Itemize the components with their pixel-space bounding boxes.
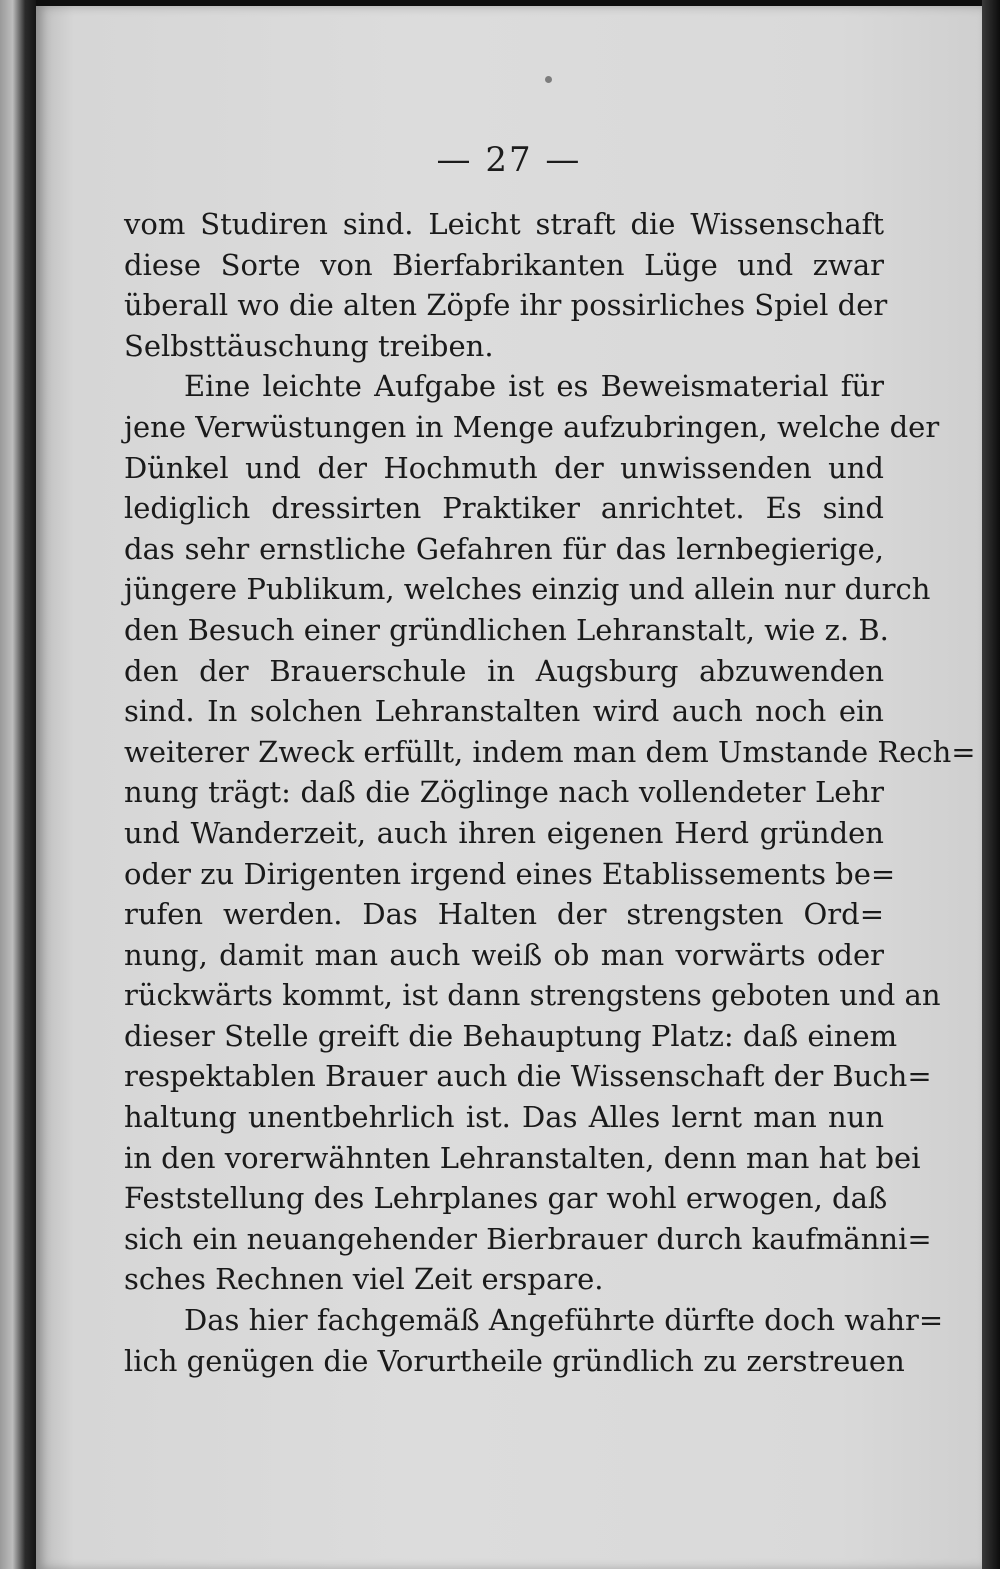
text-line: lediglich dressirten Praktiker anrichtet. Es sind bbox=[124, 491, 884, 526]
text-line: weiterer Zweck erfüllt, indem man dem Umstande Rech= bbox=[124, 734, 976, 769]
text-line: nung, damit man auch weiß ob man vorwärts oder bbox=[124, 937, 884, 972]
page-sheet bbox=[36, 6, 982, 1569]
text-line: nung trägt: daß die Zöglinge nach vollendeter Lehr bbox=[124, 775, 884, 810]
text-line: den Besuch einer gründlichen Lehranstalt, wie z. B. bbox=[124, 612, 889, 647]
text-line: Das hier fachgemäß Angeführte dürfte doch wahr= bbox=[184, 1303, 944, 1338]
text-line: jene Verwüstungen in Menge aufzubringen, welche der bbox=[124, 409, 940, 444]
text-line: dieser Stelle greift die Behauptung Platz: daß einem bbox=[124, 1018, 898, 1053]
paragraph bbox=[124, 1300, 944, 1381]
paragraph bbox=[124, 204, 888, 366]
text-line: und Wanderzeit, auch ihren eigenen Herd gründen bbox=[124, 815, 884, 850]
right-shadow-edge bbox=[982, 0, 1000, 1569]
text-line: rufen werden. Das Halten der strengsten Ord= bbox=[124, 897, 884, 932]
text-line: in den vorerwähnten Lehranstalten, denn man hat bei bbox=[124, 1140, 921, 1175]
text-line: den der Brauerschule in Augsburg abzuwenden bbox=[124, 653, 884, 688]
text-line: sich ein neuangehender Bierbrauer durch kaufmänni= bbox=[124, 1221, 932, 1256]
text-line: überall wo die alten Zöpfe ihr possirliches Spiel der bbox=[124, 288, 888, 323]
text-line: das sehr ernstliche Gefahren für das lernbegierige, bbox=[124, 531, 884, 566]
text-line: Selbsttäuschung treiben. bbox=[124, 328, 494, 363]
text-line: jüngere Publikum, welches einzig und allein nur durch bbox=[124, 572, 931, 607]
text-line: vom Studiren sind. Leicht straft die Wissenschaft bbox=[124, 207, 884, 241]
text-line: rückwärts kommt, ist dann strengstens geboten und an bbox=[124, 978, 941, 1013]
text-line: Dünkel und der Hochmuth der unwissenden und bbox=[124, 450, 884, 485]
facing-page-edge bbox=[0, 0, 36, 1569]
body-text bbox=[124, 204, 976, 1381]
text-line: Feststellung des Lehrplanes gar wohl erwogen, daß bbox=[124, 1181, 888, 1216]
text-line: respektablen Brauer auch die Wissenschaft der Buch= bbox=[124, 1059, 932, 1094]
paragraph bbox=[124, 366, 976, 1300]
ink-speck bbox=[545, 76, 552, 83]
text-line: diese Sorte von Bierfabrikanten Lüge und zwar bbox=[124, 247, 884, 282]
page-number: — 27 — bbox=[436, 140, 582, 180]
text-line: lich genügen die Vorurtheile gründlich zu zerstreuen bbox=[124, 1343, 905, 1378]
text-line: sches Rechnen viel Zeit erspare. bbox=[124, 1262, 604, 1297]
text-line: oder zu Dirigenten irgend eines Etablissements be= bbox=[124, 856, 896, 891]
text-line: Eine leichte Aufgabe ist es Beweismaterial für bbox=[184, 369, 884, 404]
text-line: sind. In solchen Lehranstalten wird auch noch ein bbox=[124, 694, 884, 729]
text-line: haltung unentbehrlich ist. Das Alles lernt man nun bbox=[124, 1100, 884, 1135]
